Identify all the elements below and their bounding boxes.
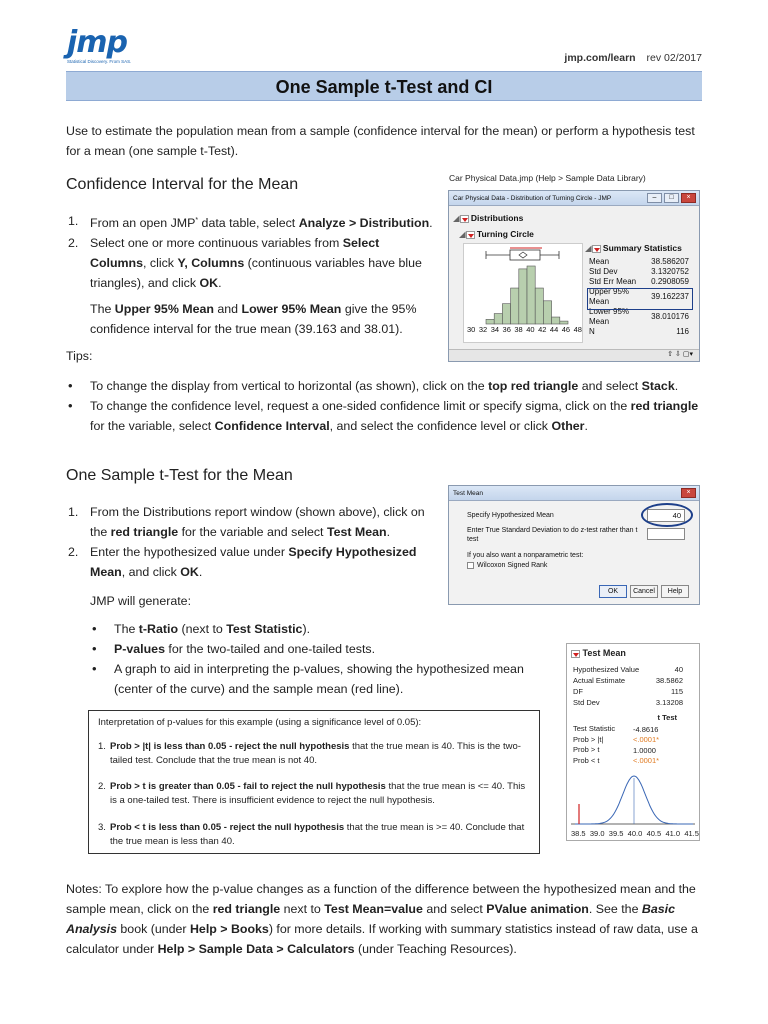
checkbox-icon[interactable] xyxy=(467,562,474,569)
test-mean-row: Actual Estimate 38.5862 xyxy=(573,676,683,685)
histogram-tick-label: 40 xyxy=(526,325,535,334)
turning-circle-outline[interactable]: ◢ Turning Circle xyxy=(459,229,534,239)
test-mean-titlebar xyxy=(449,486,699,501)
t-test-row: Prob > t 1.0000 xyxy=(573,745,656,755)
intro-paragraph: Use to estimate the population mean from a sample (confidence interval for the mean) or perform a hypothesis test for a mean (one sample t-Test). xyxy=(66,124,695,158)
test-mean-row: DF 115 xyxy=(573,687,683,696)
t-test-header: t Test xyxy=(657,713,677,722)
ci-highlight-box xyxy=(587,288,693,310)
t-test-row: Test Statistic -4.8616 xyxy=(573,724,659,734)
boxplot-box xyxy=(510,250,540,260)
summary-stat-row: Std Err Mean 0.2908059 xyxy=(589,277,689,286)
test-mean-dialog-title: Test Mean xyxy=(453,489,483,497)
curve-tick-label: 39.5 xyxy=(608,829,624,838)
test-mean-row: Hypothesized Value 40 xyxy=(573,665,683,674)
histogram-tick-label: 32 xyxy=(478,325,488,334)
distribution-window xyxy=(448,190,700,362)
histogram-tick-label: 36 xyxy=(502,325,511,334)
jmp-logo xyxy=(67,25,132,70)
histogram-bar xyxy=(552,317,560,324)
revision-date: rev 02/2017 xyxy=(646,52,702,64)
screenshot-caption: Car Physical Data.jmp (Help > Sample Data Library) xyxy=(449,173,646,183)
ci-heading: Confidence Interval for the Mean xyxy=(66,176,299,193)
curve-axis xyxy=(571,829,699,838)
test-mean-dialog xyxy=(448,485,700,605)
histogram-bar xyxy=(511,288,519,324)
variable-red-triangle-icon[interactable] xyxy=(466,231,475,239)
cancel-button[interactable]: Cancel xyxy=(630,585,658,598)
interpretation-heading: Interpretation of p-values for this example (using a significance level of 0.05): xyxy=(98,717,422,728)
test-mean-report-header[interactable]: Test Mean xyxy=(571,648,626,658)
gen-item-1: • The t-Ratio (next to Test Statistic). xyxy=(90,619,540,639)
test-mean-red-triangle-icon[interactable] xyxy=(571,650,580,658)
summary-red-triangle-icon[interactable] xyxy=(592,245,601,253)
hypothesized-mean-input[interactable]: 40 xyxy=(647,509,685,522)
t-test-row: Prob < t <.0001* xyxy=(573,755,660,766)
histogram-tick-label: 42 xyxy=(538,325,547,334)
histogram-axis xyxy=(467,325,582,334)
ttest-step-1: 1. From the Distributions report window (shown above), click on the red triangle for the variable and select Test Mean. xyxy=(68,505,425,539)
page-title: One Sample t-Test and CI xyxy=(66,71,702,101)
histogram-bar xyxy=(560,321,568,324)
maximize-icon[interactable]: □ xyxy=(664,193,679,203)
specify-label: Specify Hypothesized Mean xyxy=(467,512,554,519)
notes-paragraph: Notes: To explore how the p-value changes as a function of the difference between the hypothesized mean and the sample mean, click on the red triangle next to Test Mean=value and select PValue animation. See the Basic Analysis book (under Help > Books) for more details. If working with summary statistics instead of raw data, use a calculator under Help > Sample Data > Calculators (under Teaching Resources). xyxy=(66,882,698,956)
curve-tick-label: 41.5 xyxy=(684,829,699,838)
ttest-steps xyxy=(68,502,428,582)
ci-step-2: 2. Select one or more continuous variables from Select Columns, click Y, Columns (continuous variables have blue triangles), and click OK. xyxy=(68,236,422,291)
curve-tick-label: 40.5 xyxy=(646,829,662,838)
sd-label: Enter True Standard Deviation to do z-test rather than t test xyxy=(467,527,638,543)
minimize-icon[interactable]: – xyxy=(647,193,662,203)
header-meta xyxy=(564,52,702,64)
t-test-row: Prob > |t| <.0001* xyxy=(573,734,660,745)
std-dev-input[interactable] xyxy=(647,528,685,540)
summary-stat-row: N 116 xyxy=(589,327,689,336)
histogram-bar xyxy=(494,314,502,324)
tips-label: Tips: xyxy=(66,349,93,363)
close-icon[interactable]: × xyxy=(681,193,696,203)
ttest-heading: One Sample t-Test for the Mean xyxy=(66,467,293,484)
curve-tick-label: 38.5 xyxy=(571,829,586,838)
tips-list xyxy=(66,376,706,436)
curve-tick-label: 41.0 xyxy=(665,829,681,838)
ttest-step-2: 2. Enter the hypothesized value under Specify Hypothesized Mean, and click OK. xyxy=(68,545,417,579)
interpretation-2: 2. Prob > t is greater than 0.05 - fail to reject the null hypothesis that the true mean is <= 40. This is a one-tailed test. There is insufficient evidence to reject the null hypothesis. xyxy=(98,781,526,806)
logo-wordmark: jmp xyxy=(67,25,128,60)
histogram-bar xyxy=(527,266,535,324)
help-button[interactable]: Help xyxy=(661,585,689,598)
test-mean-report xyxy=(566,643,700,841)
wilcoxon-checkbox[interactable]: Wilcoxon Signed Rank xyxy=(467,562,547,569)
histogram-tick-label: 44 xyxy=(549,325,559,334)
curve-tick-label: 39.0 xyxy=(589,829,605,838)
distribution-titlebar xyxy=(449,191,699,206)
ci-note: The Upper 95% Mean and Lower 95% Mean give the 95% confidence interval for the true mean (39.163 and 38.01). xyxy=(90,302,417,336)
summary-stat-row: Lower 95% Mean 38.010176 xyxy=(589,307,689,326)
summary-stats-outline[interactable]: ◢ Summary Statistics xyxy=(585,243,682,253)
histogram-bar xyxy=(519,269,527,324)
gen-item-3: • A graph to aid in interpreting the p-values, showing the hypothesized mean (center of the curve) and the sample mean (red line). xyxy=(90,659,540,699)
nonparam-label: If you also want a nonparametric test: xyxy=(467,552,584,559)
generate-label: JMP will generate: xyxy=(90,594,192,608)
curve-tick-label: 40.0 xyxy=(627,829,643,838)
interpretation-3: 3. Prob < t is less than 0.05 - reject the null hypothesis that the true mean is >= 40. Conclude that the true mean is less than 40. xyxy=(98,822,525,847)
distribution-window-title: Car Physical Data - Distribution of Turning Circle - JMP xyxy=(453,194,612,202)
summary-stat-row: Upper 95% Mean 39.162237 xyxy=(589,287,689,306)
red-triangle-icon[interactable] xyxy=(460,215,469,223)
test-mean-row: Std Dev 3.13208 xyxy=(573,698,683,707)
generate-list xyxy=(90,619,540,699)
interpretation-1: 1. Prob > |t| is less than 0.05 - reject the null hypothesis that the true mean is 40. This is the two-tailed test. Conclude that the true mean is not 40. xyxy=(98,741,521,766)
histogram-tick-label: 38 xyxy=(514,325,523,334)
ci-step-1: 1. From an open JMP* data table, select Analyze > Distribution. xyxy=(68,214,433,231)
histogram-tick-label: 34 xyxy=(490,325,500,334)
histogram-tick-label: 30 xyxy=(467,325,476,334)
summary-stat-row: Mean 38.586207 xyxy=(589,257,689,266)
histogram-tick-label: 46 xyxy=(561,325,571,334)
gen-item-2: • P-values for the two-tailed and one-tailed tests. xyxy=(90,639,540,659)
t-distribution-curve xyxy=(569,760,699,830)
histogram-bar xyxy=(543,301,551,324)
window-statusbar: ⇧ ⇩ ▢▾ xyxy=(449,349,699,361)
summary-stat-row: Std Dev 3.1320752 xyxy=(589,267,689,276)
histogram-tick-label: 48 xyxy=(573,325,582,334)
test-mean-summary xyxy=(573,664,683,708)
histogram-bar xyxy=(486,319,494,324)
tip-2: • To change the confidence level, request a one-sided confidence limit or specify sigma, click on the red triangle for the variable, select Confidence Interval, and select the confidence level or click Other. xyxy=(66,396,706,436)
tip-1: • To change the display from vertical to horizontal (as shown), click on the top red triangle and select Stack. xyxy=(66,376,706,396)
ci-steps xyxy=(68,211,438,293)
histogram-bar xyxy=(535,288,543,324)
input-highlight-ellipse xyxy=(641,503,693,527)
dialog-buttons xyxy=(599,585,689,598)
distributions-outline[interactable]: ◢ Distributions xyxy=(453,213,524,223)
histogram-bar xyxy=(502,304,510,324)
logo-tagline: Statistical Discovery. From SAS. xyxy=(67,59,132,64)
ok-button[interactable]: OK xyxy=(599,585,627,598)
learn-url[interactable]: jmp.com/learn xyxy=(564,52,636,64)
interpretation-box xyxy=(88,710,540,854)
dialog-close-icon[interactable]: × xyxy=(681,488,696,498)
